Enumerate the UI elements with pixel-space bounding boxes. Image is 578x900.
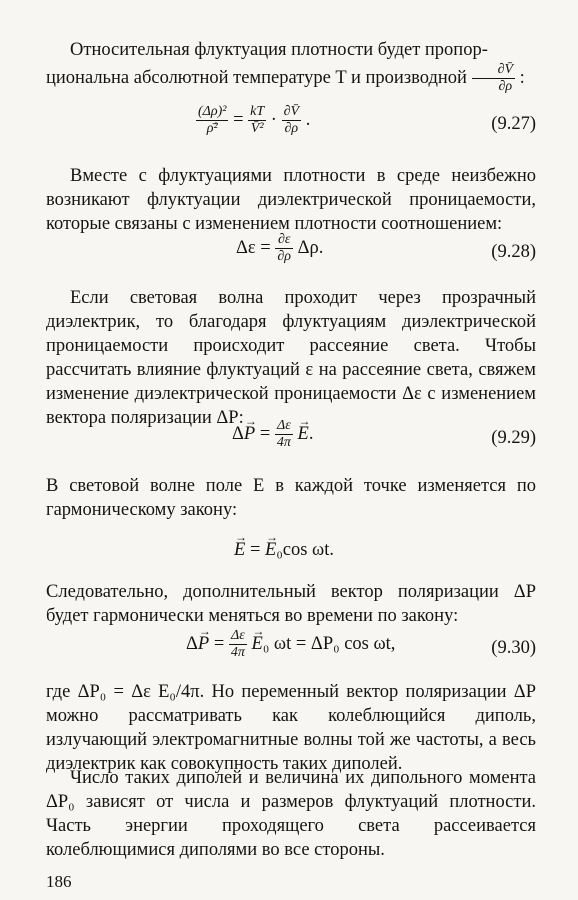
equation-number: (9.27) [491,114,536,134]
equation-number: (9.28) [491,242,536,262]
equation-9-28: Δε = $\frac{\partial\varepsilon}{\partial\rho}$ Δρ. (9.28) [236,232,536,264]
paragraph-harmonic: Следовательно, дополнительный вектор поляризации ΔP будет гармонически меняться во времени по закону: [46,582,536,626]
paragraph-scattering: Если световая волна проходит через прозрачный диэлектрик, то благодаря флуктуациям диэлектрической проницаемости происходит рассеяние света. Чтобы рассчитать влияние флуктуаций ε на рассеяние света, свяжем изменение диэлектрической проницаемости Δε с изменением вектора поляризации ΔP: [46,288,536,428]
paragraph-intro: Относительная флуктуация плотности будет пропор- циональна абсолютной температуре T и производной $\frac{\partial V̄}{\partial\rho}$ : [46,40,525,94]
page-number: 186 [46,872,72,891]
derivative-dV-dp: $\frac{\partial V̄}{\partial\rho}$ [472,62,515,95]
equation-9-29: Δ→ P = $\frac{\Delta\varepsilon}{4\pi}$ → E. (9.29) [46,418,536,458]
paragraph-field: В световой волне поле E в каждой точке изменяется по гармоническому закону: [46,476,536,520]
equation-9-30: Δ→ P = $\frac{\Delta\varepsilon}{4\pi}$ → E₀ ωt = ΔP₀ cos ωt, (9.30) [46,628,536,668]
paragraph-energy: Число таких диполей и величина их дипольного момента ΔP₀ зависят от числа и размеров флуктуаций плотности. Часть энергии проходящего света рассеивается колеблющимися диполями во все стороны. [46,768,536,860]
equation-number: (9.29) [491,428,536,448]
equation-number: (9.30) [491,638,536,658]
paragraph-permittivity: Вместе с флуктуациями плотности в среде неизбежно возникают флуктуации диэлектрической проницаемости, которые связаны с изменением плотности соотношением: [46,166,536,234]
equation-9-27: $\frac{\text{(Δρ)²}}{\text{ρ̄²}}$ = $\frac{kT}{\text{V̄²}}$ · $\frac{\partial V̄}{\partial\rho}$ . (9.27) [198,104,536,136]
paragraph-dipole: где ΔP₀ = Δε E₀/4π. Но переменный вектор поляризации ΔP можно рассматривать как колеблющийся диполь, излучающий электромагнитные волны той же частоты, а весь диэлектрик как совокупность таких диполей. [46,682,536,774]
intro-line-2: циональна абсолютной температуре T и производной [46,67,467,88]
intro-line-1: Относительная флуктуация плотности будет пропор- [70,40,488,60]
equation-field: → E = → E₀cos ωt. [46,532,536,572]
